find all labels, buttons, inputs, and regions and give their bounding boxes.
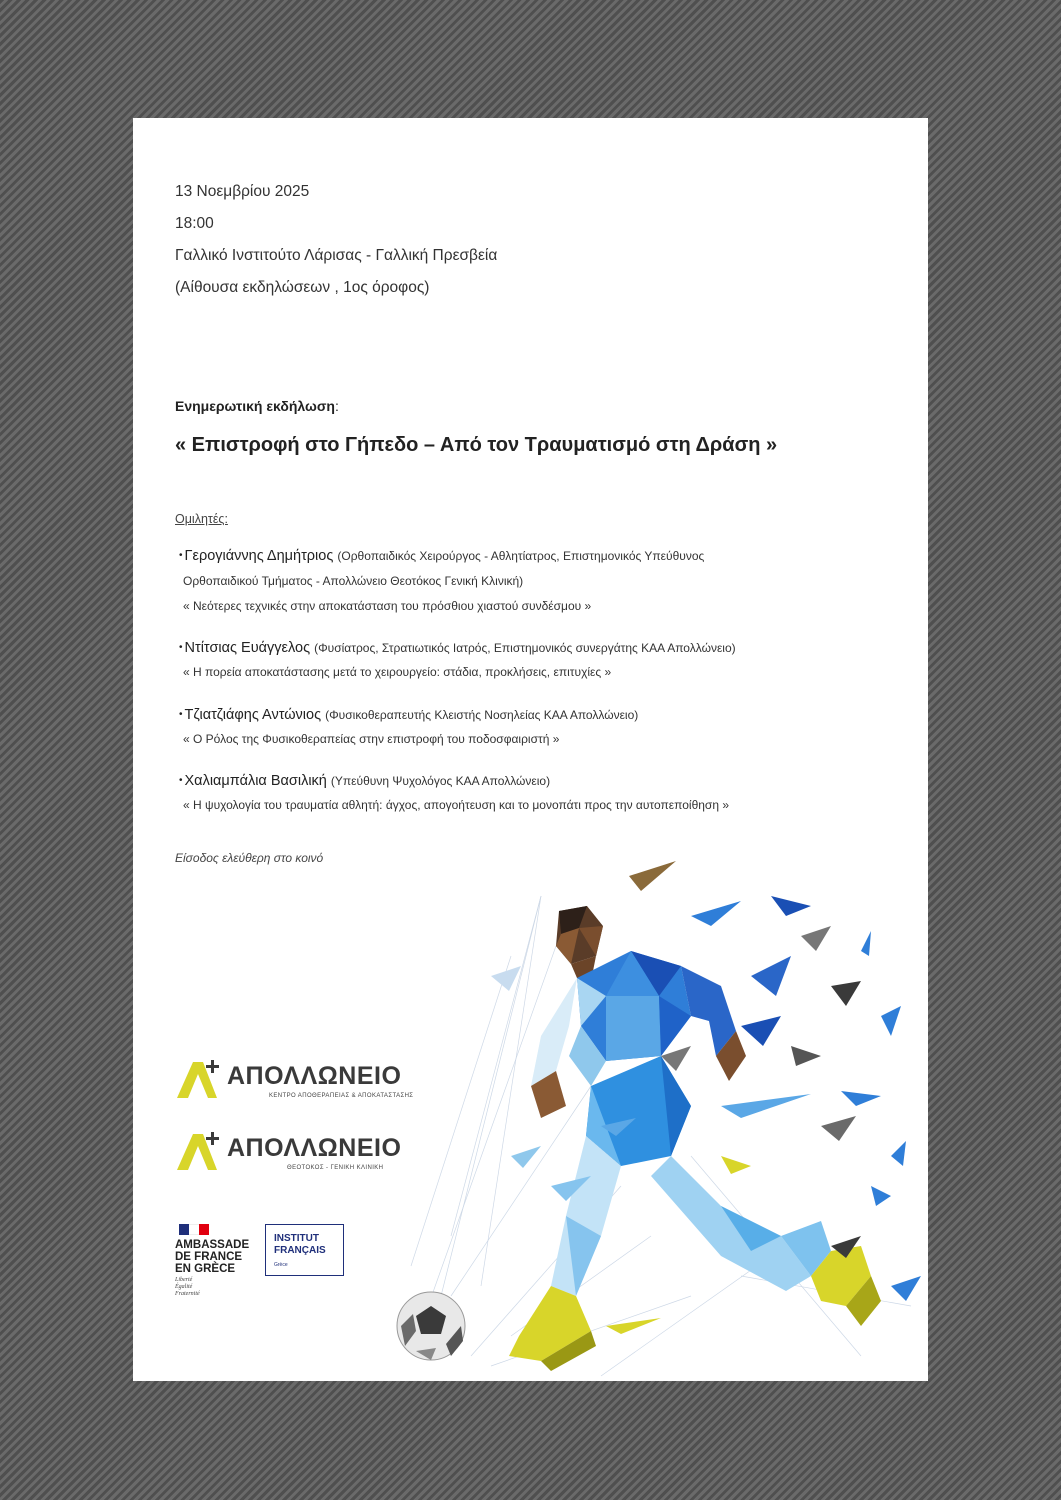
event-venue: Γαλλικό Ινστιτούτο Λάρισας - Γαλλική Πρεσβεία [175, 247, 498, 264]
colon: : [334, 398, 339, 414]
speaker-item [179, 636, 899, 684]
speaker-talk: « Η ψυχολογία του τραυματία αθλητή: άγχος, απογοήτευση και το μονοπάτι προς την αυτοπεποίθηση » [183, 798, 730, 812]
bullet-icon: • [179, 642, 183, 653]
apollonio-clinic-logo [177, 1132, 417, 1178]
event-info [175, 176, 497, 304]
apollonio-logo-icon [177, 1060, 223, 1100]
speaker-name: Χαλιαμπάλια Βασιλική [184, 773, 327, 789]
event-title: « Επιστροφή στο Γήπεδο – Από τον Τραυματισμό στη Δράση » [175, 434, 778, 456]
motto-line: Liberté [175, 1277, 193, 1283]
event-date: 13 Νοεμβρίου 2025 [175, 183, 310, 200]
entry-note: Είσοδος ελεύθερη στο κοινό [175, 851, 324, 865]
logo-name: ΑΠΟΛΛΩΝΕΙΟ [227, 1062, 402, 1090]
embassy-line: DE FRANCE [175, 1251, 243, 1263]
event-time: 18:00 [175, 215, 214, 232]
speaker-item [179, 544, 899, 618]
speaker-name: Ντίτσιας Ευάγγελος [184, 640, 311, 656]
bullet-icon: • [179, 550, 183, 561]
embassy-line: EN GRÈCE [175, 1263, 236, 1275]
player-legs [551, 1136, 831, 1296]
event-room: (Αίθουσα εκδηλώσεων , 1ος όροφος) [175, 279, 430, 296]
speakers-label: Ομιλητές: [175, 512, 228, 526]
embassy-name [175, 1239, 265, 1275]
apollonio-rehab-logo [177, 1060, 417, 1106]
french-flag-icon [179, 1224, 209, 1235]
logo-subtitle: ΘΕΟΤΟΚΟΣ - ΓΕΝΙΚΗ ΚΛΙΝΙΚΗ [287, 1165, 384, 1171]
speaker-role: (Υπεύθυνη Ψυχολόγος ΚΑΑ Απολλώνειο) [330, 774, 551, 788]
speaker-item [179, 769, 899, 817]
soccer-player-illustration [391, 856, 928, 1381]
apollonio-logo-icon [177, 1132, 223, 1172]
bullet-icon: • [179, 709, 183, 720]
institut-francais-logo [265, 1224, 344, 1276]
poster-page [133, 118, 928, 1381]
speaker-role: (Ορθοπαιδικός Χειρούργος - Αθλητίατρος, Επιστημονικός Υπεύθυνος [337, 549, 705, 563]
embassy-motto [175, 1277, 265, 1298]
speaker-talk: « Η πορεία αποκατάστασης μετά το χειρουργείο: στάδια, προκλήσεις, επιτυχίες » [183, 665, 612, 679]
institut-line: INSTITUT [274, 1233, 319, 1244]
event-intro-text: Ενημερωτική εκδήλωση [175, 398, 335, 414]
speaker-role-continued: Ορθοπαιδικού Τμήματος - Απολλώνειο Θεοτόκος Γενική Κλινική) [183, 574, 524, 588]
embassy-line: AMBASSADE [175, 1239, 250, 1251]
speaker-talk: « Νεότερες τεχνικές στην αποκατάσταση του πρόσθιου χιαστού συνδέσμου » [183, 599, 592, 613]
logo-subtitle: ΚΕΝΤΡΟ ΑΠΟΘΕΡΑΠΕΙΑΣ & ΑΠΟΚΑΤΑΣΤΑΣΗΣ [269, 1093, 414, 1099]
institut-line: FRANÇAIS [274, 1245, 326, 1256]
speaker-role: (Φυσίατρος, Στρατιωτικός Ιατρός, Επιστημονικός συνεργάτης ΚΑΑ Απολλώνειο) [314, 641, 736, 655]
bullet-icon: • [179, 775, 183, 786]
motto-line: Fraternité [175, 1291, 200, 1297]
institut-country: Grèce [274, 1262, 288, 1268]
speaker-item [179, 703, 899, 751]
soccer-ball-icon [397, 1292, 465, 1360]
event-intro [175, 398, 339, 414]
logo-name: ΑΠΟΛΛΩΝΕΙΟ [227, 1134, 402, 1162]
embassy-logo [175, 1224, 265, 1298]
speaker-talk: « Ο Ρόλος της Φυσικοθεραπείας στην επιστροφή του ποδοσφαιριστή » [183, 732, 560, 746]
motto-line: Égalité [175, 1284, 193, 1290]
speaker-role: (Φυσικοθεραπευτής Κλειστής Νοσηλείας ΚΑΑ Απολλώνειο) [325, 708, 639, 722]
speaker-name: Τζιατζιάφης Αντώνιος [184, 707, 322, 723]
institut-name [274, 1233, 326, 1257]
speaker-name: Γερογιάννης Δημήτριος [184, 548, 334, 564]
